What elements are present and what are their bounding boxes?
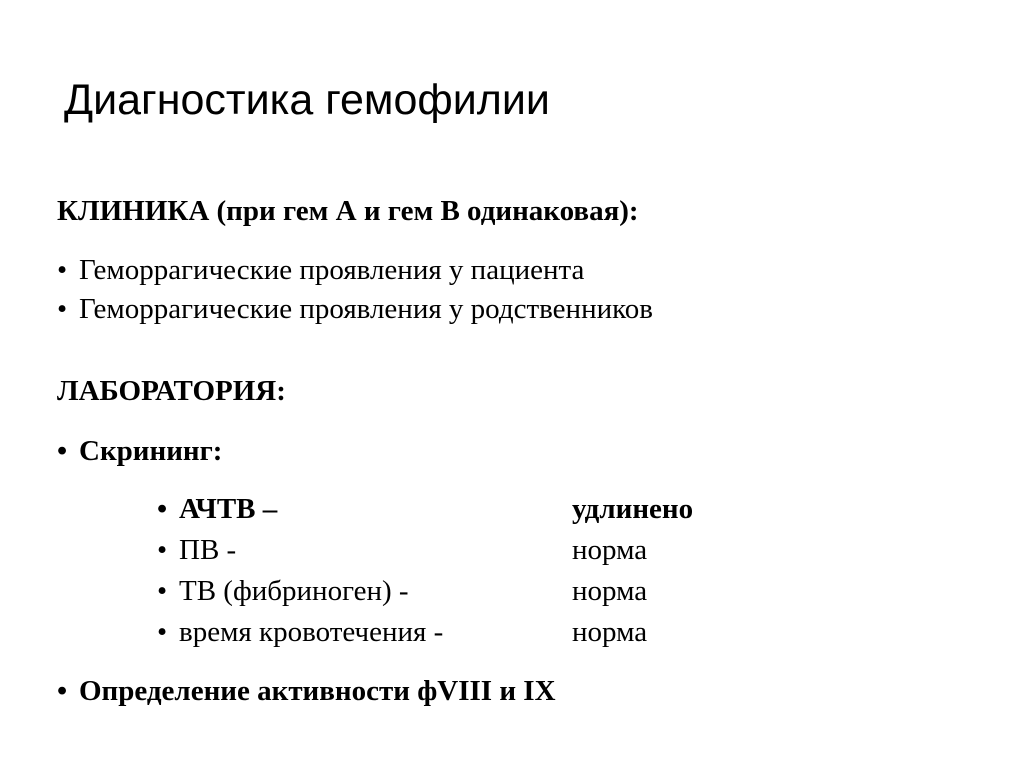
test-result: норма: [572, 575, 648, 607]
bullet-icon: •: [157, 493, 168, 525]
test-row-name: [157, 573, 409, 609]
test-result: норма: [572, 616, 648, 648]
test-row-name: [157, 532, 236, 568]
test-name: время кровотечения -: [179, 616, 444, 648]
activity-item: [57, 673, 556, 709]
screening-item: [57, 433, 222, 469]
activity-label: Определение активности фVIII и IX: [79, 675, 556, 707]
bullet-icon: •: [57, 293, 68, 325]
clinic-item: [57, 291, 653, 327]
test-name: ПВ -: [179, 534, 237, 566]
test-row-name: [157, 491, 277, 527]
bullet-icon: •: [57, 435, 68, 467]
bullet-icon: •: [157, 575, 168, 607]
test-result: норма: [572, 534, 648, 566]
bullet-icon: •: [157, 616, 168, 648]
clinic-item-text: Геморрагические проявления у пациента: [79, 254, 585, 286]
screening-label: Скрининг:: [79, 435, 223, 467]
test-name: ТВ (фибриноген) -: [179, 575, 409, 607]
test-name: АЧТВ –: [179, 493, 278, 525]
bullet-icon: •: [157, 534, 168, 566]
bullet-icon: •: [57, 675, 68, 707]
test-row-name: [157, 614, 443, 650]
test-result: удлинено: [572, 493, 694, 525]
clinic-item-text: Геморрагические проявления у родственников: [79, 293, 653, 325]
clinic-item: [57, 252, 584, 288]
slide-title: Диагностика гемофилии: [64, 76, 550, 124]
clinic-heading: КЛИНИКА (при гем А и гем В одинаковая):: [57, 195, 639, 227]
bullet-icon: •: [57, 254, 68, 286]
lab-heading: ЛАБОРАТОРИЯ:: [57, 375, 286, 407]
